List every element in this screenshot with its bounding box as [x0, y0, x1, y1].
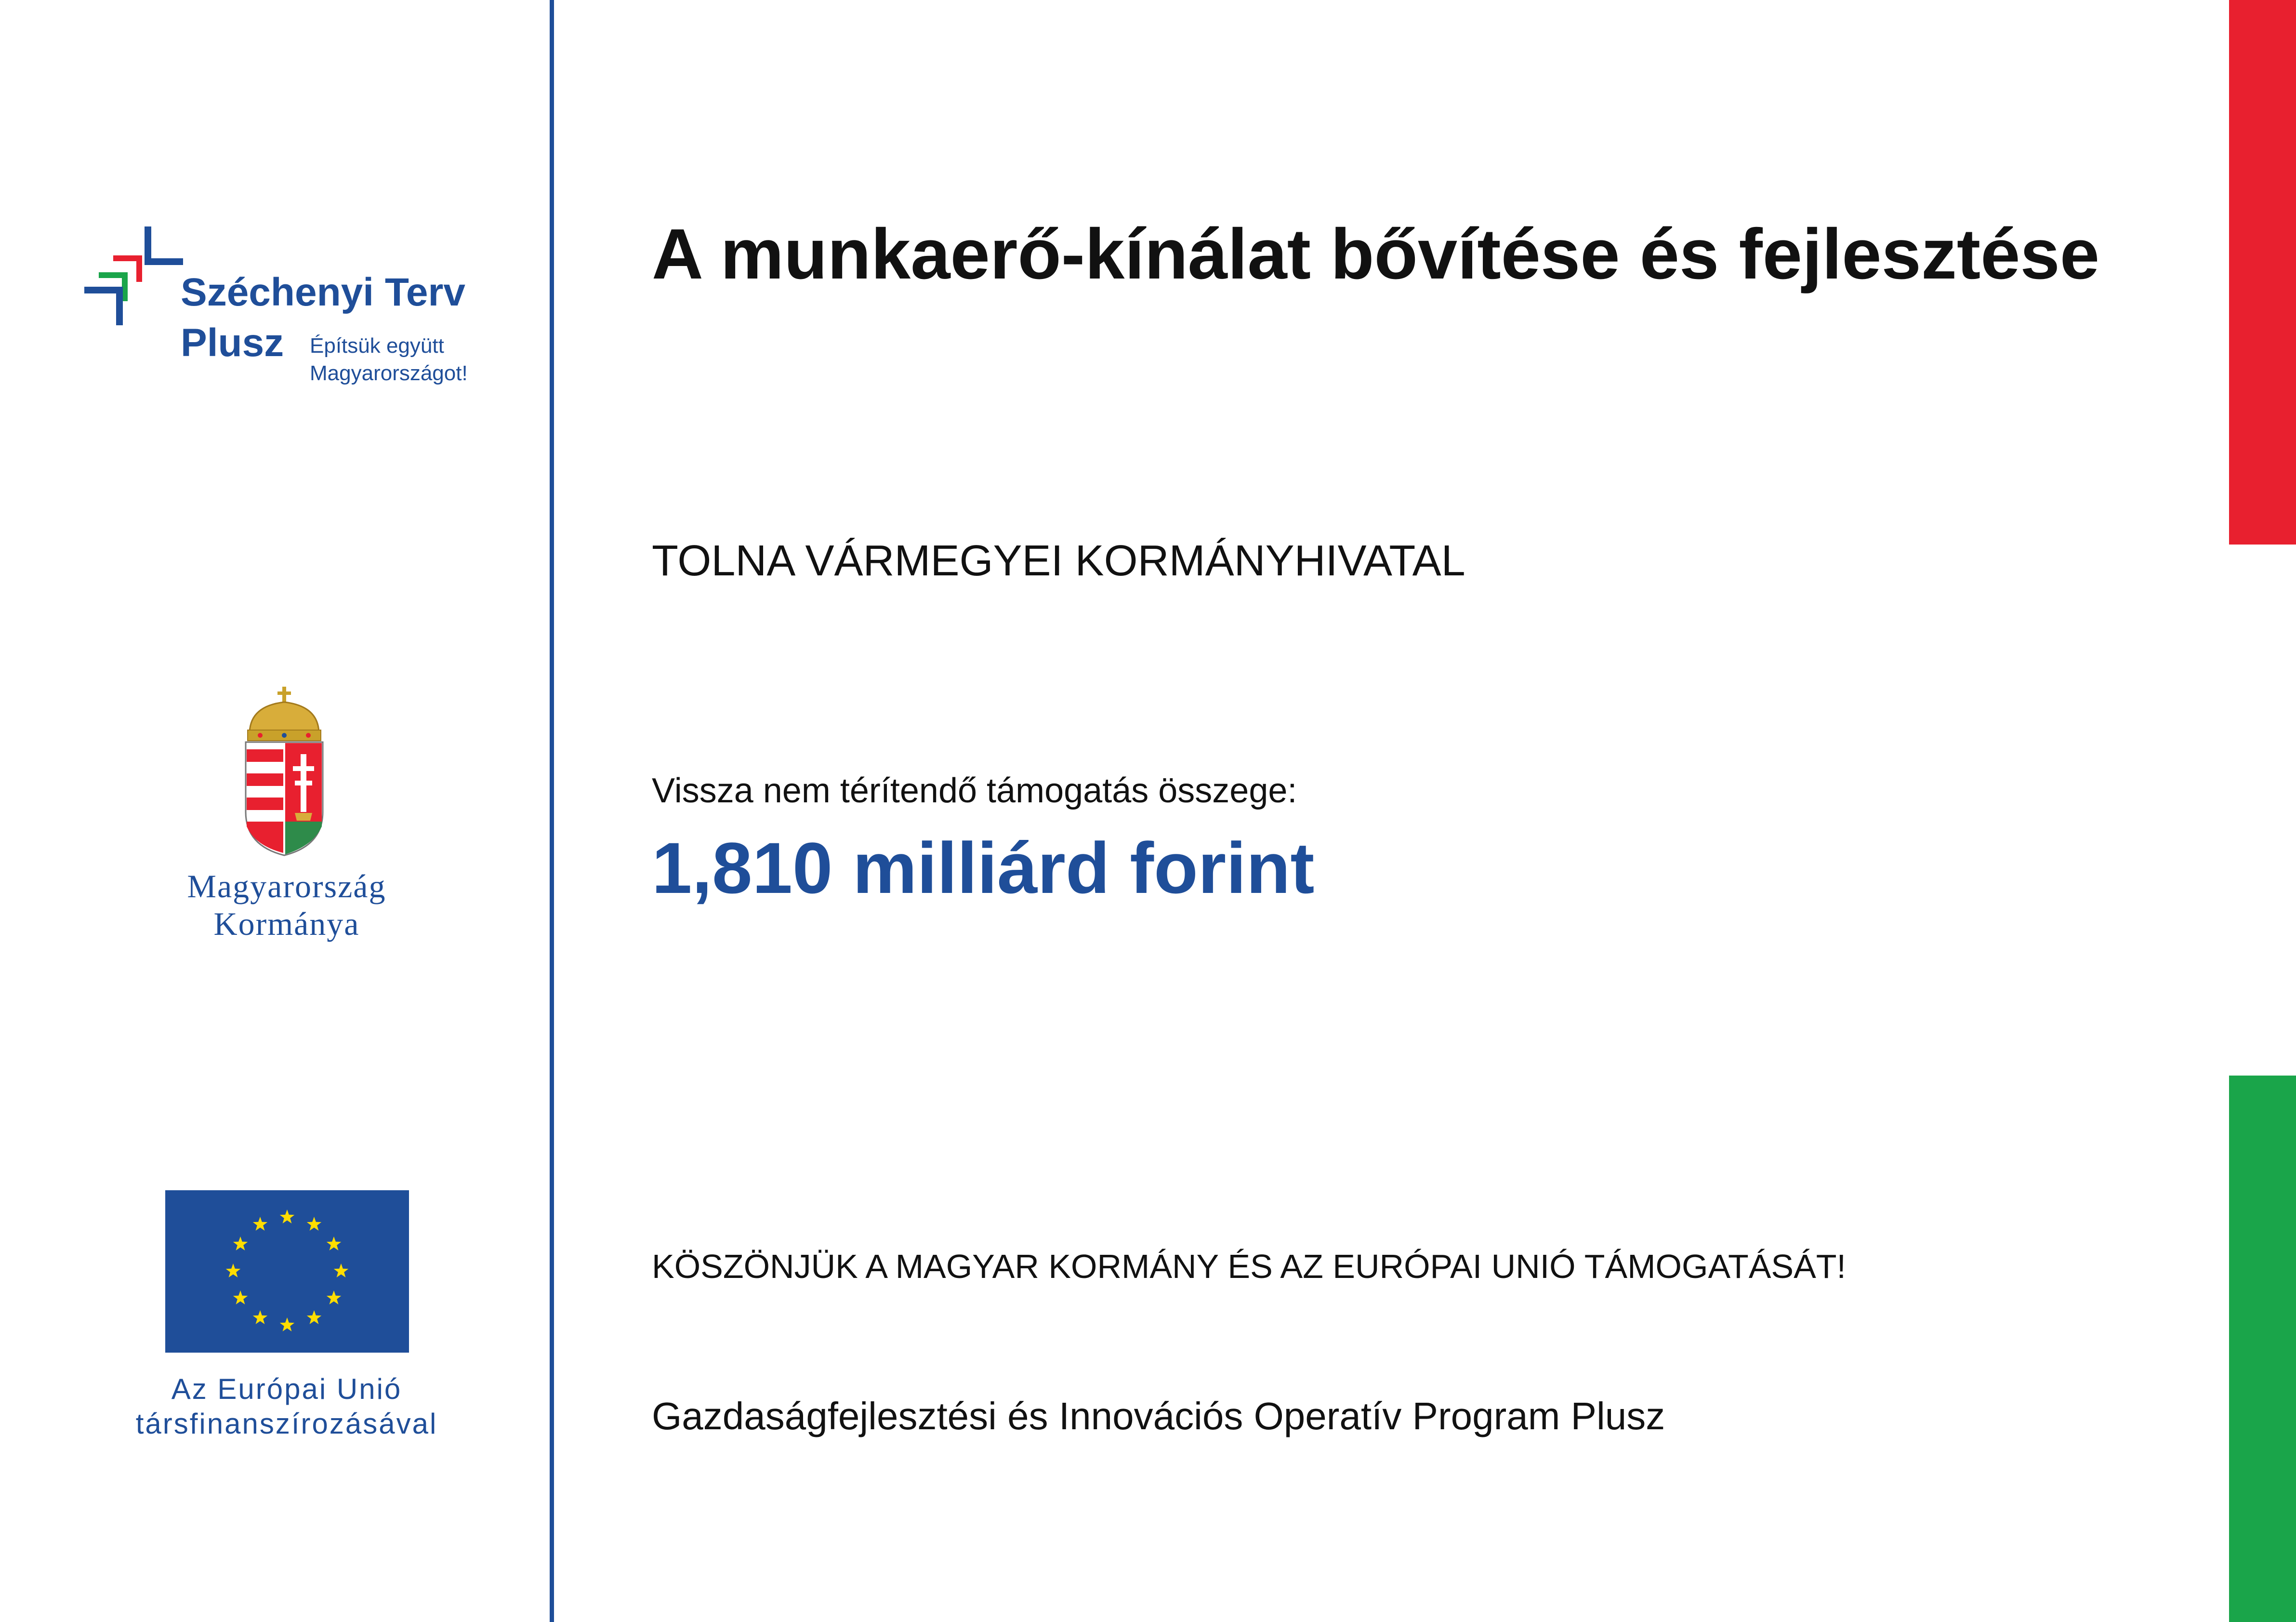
eu-flag-icon — [165, 1190, 409, 1353]
szechenyi-name: Széchenyi Terv — [181, 270, 465, 314]
eu-cofinancing-line1: Az Európai Unió — [171, 1373, 402, 1405]
szechenyi-logo — [84, 224, 508, 398]
government-name-line2: Kormánya — [213, 905, 360, 942]
thanks-message: KÖSZÖNJÜK A MAGYAR KORMÁNY ÉS AZ EURÓPAI UNIÓ TÁMOGATÁSÁT! — [652, 1248, 1846, 1285]
flag-stripe-green — [2229, 1076, 2296, 1622]
vertical-divider — [550, 0, 554, 1622]
coat-of-arms-icon — [241, 687, 328, 860]
organization-name: TOLNA VÁRMEGYEI KORMÁNYHIVATAL — [652, 537, 1465, 585]
support-label: Vissza nem térítendő támogatás összege: — [652, 771, 1297, 810]
program-name: Gazdaságfejlesztési és Innovációs Operatív Program Plusz — [652, 1395, 1665, 1437]
support-amount: 1,810 milliárd forint — [652, 827, 1315, 908]
szechenyi-plusz: Plusz — [181, 321, 284, 365]
flag-stripe-red — [2229, 0, 2296, 545]
government-name-line1: Magyarország — [187, 868, 386, 904]
szechenyi-slogan-line2: Magyarországot! — [310, 361, 468, 385]
szechenyi-slogan-line1: Építsük együtt — [310, 334, 444, 358]
szechenyi-cross-icon — [84, 224, 190, 330]
project-title: A munkaerő-kínálat bővítése és fejlesztése — [652, 214, 2100, 294]
eu-cofinancing-line2: társfinanszírozásával — [135, 1408, 438, 1440]
